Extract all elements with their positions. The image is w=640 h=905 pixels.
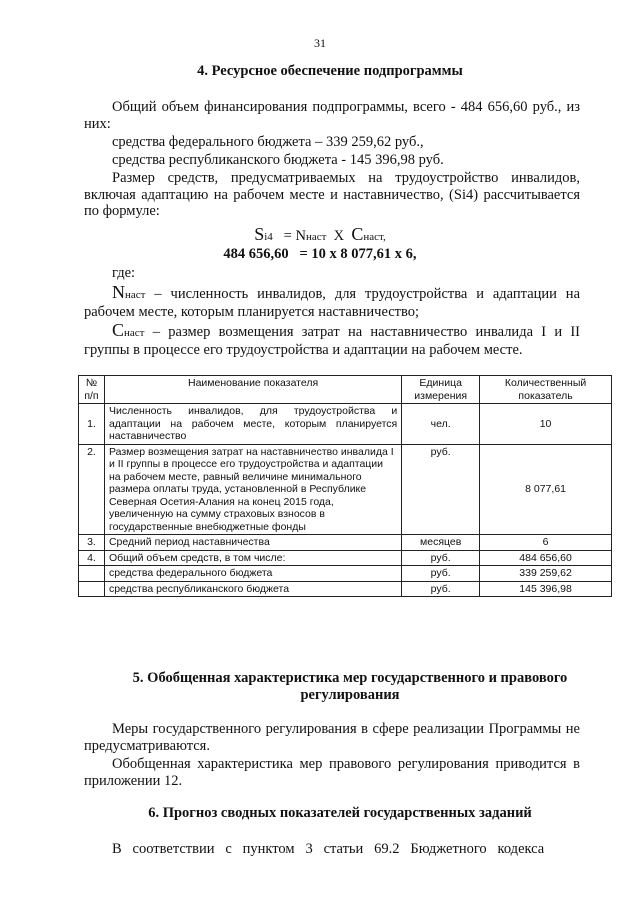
page-number: 31 bbox=[314, 36, 326, 50]
row-number: 1. bbox=[79, 404, 105, 445]
row-unit: чел. bbox=[402, 404, 480, 445]
resource-table bbox=[78, 375, 612, 597]
row-name: средства федерального бюджета bbox=[104, 566, 401, 582]
row-name: Средний период наставничества bbox=[104, 535, 401, 551]
formula-c: С bbox=[351, 224, 364, 244]
header-name: Наименование показателя bbox=[104, 376, 401, 404]
row-value: 6 bbox=[480, 535, 612, 551]
section-4-paragraph-1: Общий объем финансирования подпрограммы, всего - 484 656,60 руб., из них: bbox=[84, 99, 580, 132]
row-name: Размер возмещения затрат на наставничество инвалида I и II группы в процессе его трудоустройства и адаптации на рабочем месте, равный величине минимального размера оплаты труда, установленной в Республике Северная Осетия-Алания на конец 2015 года, увеличенную на сумму страховых взносов в государственные внебюджетные фонды bbox=[104, 444, 401, 535]
definition-c-symbol: С bbox=[112, 320, 125, 340]
definition-n bbox=[84, 284, 580, 320]
table-row bbox=[79, 581, 612, 597]
table-row bbox=[79, 566, 612, 582]
where-label: где: bbox=[112, 265, 136, 281]
definition-n-symbol: N bbox=[112, 282, 125, 302]
section-6-title: 6. Прогноз сводных показателей государственных заданий bbox=[148, 805, 532, 821]
formula-s-sub: i4 bbox=[264, 231, 273, 243]
definition-n-text: – численность инвалидов, для трудоустройства и адаптации на рабочем месте, которым планируется наставничество; bbox=[84, 286, 580, 320]
formula-symbolic bbox=[0, 225, 640, 246]
formula-c-sub: наст, bbox=[363, 231, 386, 243]
row-value: 10 bbox=[480, 404, 612, 445]
row-unit: руб. bbox=[402, 444, 480, 535]
header-number: № п/п bbox=[79, 376, 105, 404]
row-number: 3. bbox=[79, 535, 105, 551]
table-row bbox=[79, 444, 612, 535]
section-4-title: 4. Ресурсное обеспечение подпрограммы bbox=[197, 63, 463, 79]
header-unit: Единица измерения bbox=[402, 376, 480, 404]
section-4-republic-funds: средства республиканского бюджета - 145 396,98 руб. bbox=[112, 152, 444, 168]
row-unit: месяцев bbox=[402, 535, 480, 551]
section-6-paragraph-1: В соответствии с пунктом 3 статьи 69.2 Бюджетного кодекса bbox=[112, 841, 545, 857]
table-header-row bbox=[79, 376, 612, 404]
formula-numeric: 484 656,60 = 10 х 8 077,61 х 6, bbox=[223, 246, 417, 262]
table-row bbox=[79, 404, 612, 445]
row-number: 2. bbox=[79, 444, 105, 535]
formula-n-sub: наст bbox=[305, 231, 327, 243]
row-value: 339 259,62 bbox=[480, 566, 612, 582]
table-row bbox=[79, 535, 612, 551]
row-name: средства республиканского бюджета bbox=[104, 581, 401, 597]
section-4-federal-funds: средства федерального бюджета – 339 259,62 руб., bbox=[112, 134, 424, 150]
header-value: Количественный показатель bbox=[480, 376, 612, 404]
row-number bbox=[79, 566, 105, 582]
section-5-paragraph-1: Меры государственного регулирования в сфере реализации Программы не предусматриваются. bbox=[84, 721, 580, 754]
definition-c-sub: наст bbox=[124, 327, 145, 339]
table-row bbox=[79, 550, 612, 566]
row-unit: руб. bbox=[402, 550, 480, 566]
definition-c bbox=[84, 322, 580, 358]
section-4-paragraph-formula-intro: Размер средств, предусматриваемых на трудоустройство инвалидов, включая адаптацию на рабочем месте и наставничество, (Si4) рассчитывается по формуле: bbox=[84, 170, 580, 219]
row-unit: руб. bbox=[402, 581, 480, 597]
row-number: 4. bbox=[79, 550, 105, 566]
row-name: Численность инвалидов, для трудоустройства и адаптации на рабочем месте, которым планируется наставничество bbox=[104, 404, 401, 445]
row-value: 484 656,60 bbox=[480, 550, 612, 566]
formula-s: S bbox=[254, 224, 265, 244]
row-unit: руб. bbox=[402, 566, 480, 582]
row-value: 145 396,98 bbox=[480, 581, 612, 597]
section-5-title: 5. Обобщенная характеристика мер государственного и правового регулирования bbox=[132, 670, 568, 703]
definition-n-sub: наст bbox=[125, 289, 146, 301]
row-name: Общий объем средств, в том числе: bbox=[104, 550, 401, 566]
definition-c-text: – размер возмещения затрат на наставничество инвалида I и II группы в процессе его трудоустройства и адаптации на рабочем месте. bbox=[84, 324, 581, 358]
section-5-paragraph-2: Обобщенная характеристика мер правового регулирования приводится в приложении 12. bbox=[84, 756, 580, 789]
row-value: 8 077,61 bbox=[480, 444, 612, 535]
formula-x: Х bbox=[333, 228, 345, 244]
row-number bbox=[79, 581, 105, 597]
formula-eq: = bbox=[283, 228, 292, 244]
formula-n: N bbox=[295, 228, 306, 244]
